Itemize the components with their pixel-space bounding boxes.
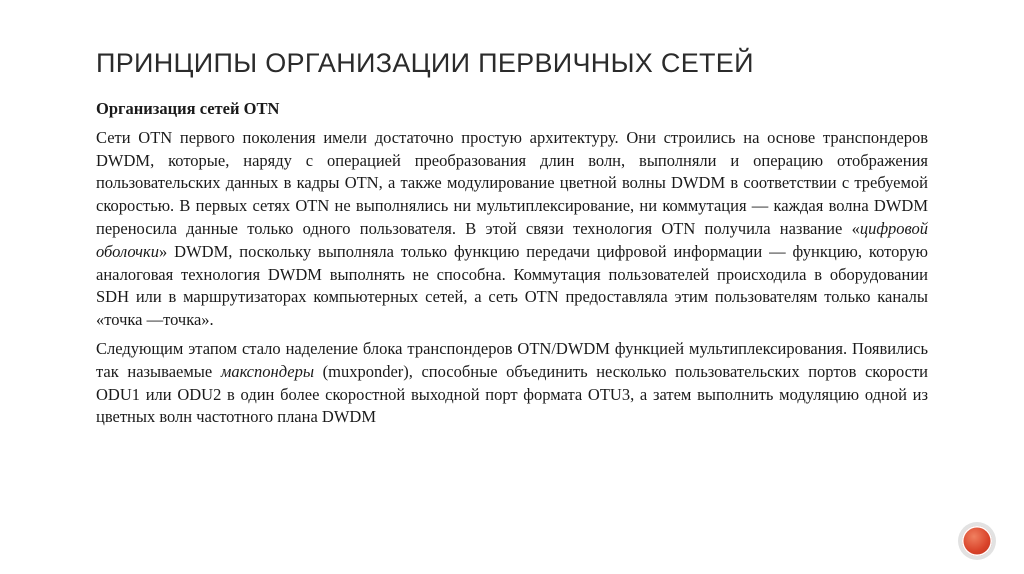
- paragraph-1-emphasis: цифровой оболочки: [96, 218, 928, 261]
- paragraph-2-emphasis: макспондеры: [220, 361, 314, 381]
- paragraph-muxponders: [96, 338, 928, 429]
- paragraph-1-text-start: Сети OTN первого поколения имели достаточно простую архитектуру. Они строились на основе транспондеров DWDM, которые, наряду с операцией преобразования длин волн, выполняли и операцию отображения пользовательских данных в кадры OTN, а также модулирование цветной волны DWDM в соответствии с требуемой скоростью. В первых сетях OTN не выполнялись ни мультиплексирование, ни коммутация — каждая волна DWDM переносила данные только одного пользователя. В этой связи технология OTN получила название «: [96, 127, 928, 238]
- slide-content: [96, 98, 928, 435]
- next-slide-button[interactable]: [958, 522, 996, 560]
- section-subheading: Организация сетей OTN: [96, 99, 280, 118]
- slide-title: ПРИНЦИПЫ ОРГАНИЗАЦИИ ПЕРВИЧНЫХ СЕТЕЙ: [96, 48, 754, 78]
- paragraph-1-text-end: » DWDM, поскольку выполняла только функцию передачи цифровой информации — функцию, которую аналоговая технология DWDM выполнять не способна. Коммутация пользователей происходила в оборудовании SDH или в маршрутизаторах компьютерных сетей, а сеть OTN предоставляла этим пользователям только каналы «точка —точка».: [96, 241, 928, 330]
- circle-icon: [962, 526, 992, 556]
- paragraph-otn-first-generation: [96, 127, 928, 332]
- paragraph-2-text-end: (muxponder), способные объединить несколько пользовательских портов скорости ODU1 или ODU2 в один более скоростной выходной порт формата OTU3, а затем выполнить модуляцию одной из цветных волн частотного плана DWDM: [96, 361, 928, 427]
- paragraph-2-text-start: Следующим этапом стало наделение блока транспондеров OTN/DWDM функцией мультиплексирования. Появились так называемые: [96, 338, 928, 381]
